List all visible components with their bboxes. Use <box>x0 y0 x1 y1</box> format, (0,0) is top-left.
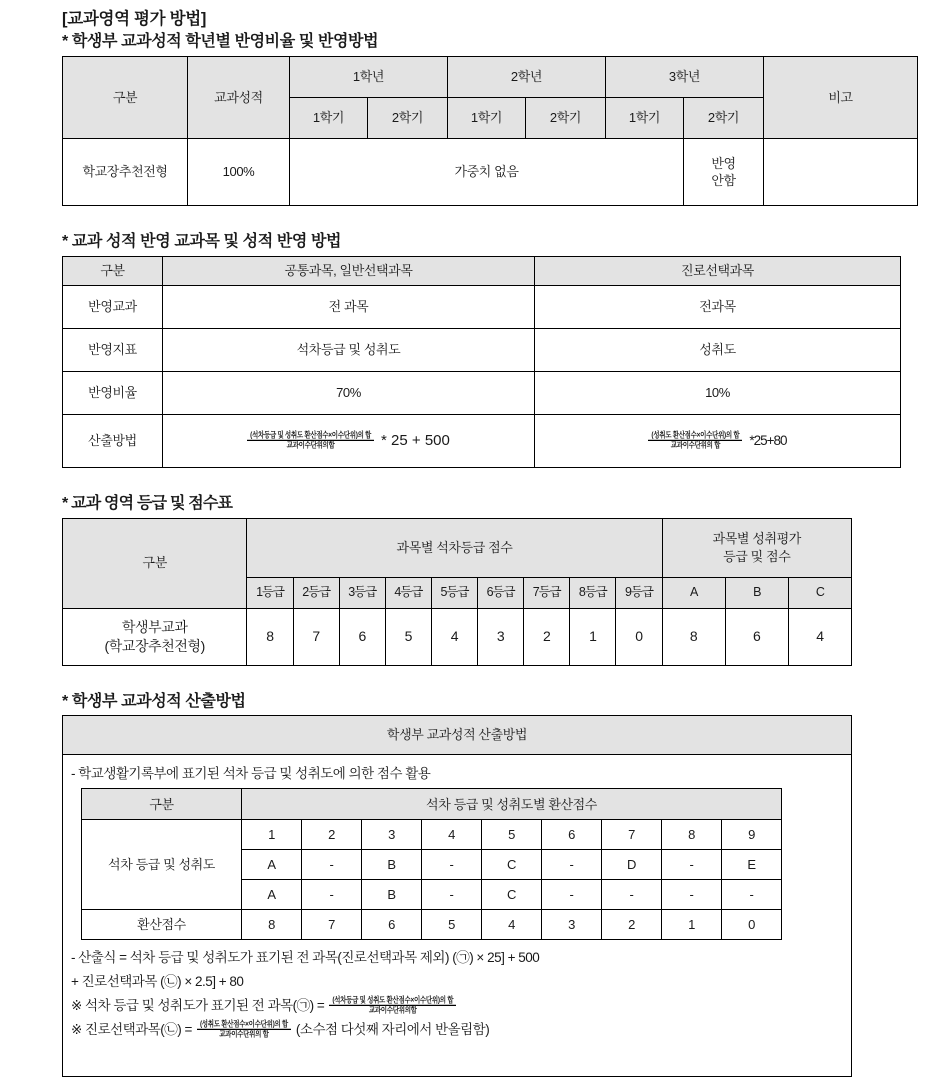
t4-row2-value-3: - <box>422 850 482 880</box>
t4-row1-value-3: 4 <box>422 820 482 850</box>
t4-banner: 학생부 교과성적 산출방법 <box>63 716 851 755</box>
t3-header-gubun: 구분 <box>63 518 247 608</box>
t2-header-common: 공통과목, 일반선택과목 <box>163 256 535 285</box>
t3-rank-col-5: 6등급 <box>477 577 523 608</box>
t4-row3-value-2: B <box>362 880 422 910</box>
t3-header-ach-line1: 과목별 성취평가 <box>712 531 801 547</box>
t4-row3-value-7: - <box>662 880 722 910</box>
t4-row2-value-5: - <box>542 850 602 880</box>
t4-row4-value-3: 5 <box>422 910 482 940</box>
t4-row1-value-4: 5 <box>482 820 542 850</box>
note-line-4 <box>71 1018 851 1042</box>
t2-row0-label: 반영교과 <box>63 285 163 328</box>
t1-header-g3-sem2: 2학기 <box>684 98 764 139</box>
t3-row-label-line1: 학생부교과 <box>121 618 188 635</box>
t3-rank-col-8: 9등급 <box>616 577 662 608</box>
subject-reflection-table <box>62 256 901 468</box>
t4-row1-value-5: 6 <box>542 820 602 850</box>
fraction-numerator: (석차등급 및 성취도 환산점수×이수단위)의 합 <box>250 430 372 440</box>
t3-rank-col-2: 3등급 <box>339 577 385 608</box>
t1-header-g2-sem1: 1학기 <box>448 98 526 139</box>
t3-rank-value-5: 3 <box>477 608 523 665</box>
t4-row2-value-8: E <box>722 850 782 880</box>
t2-row1-label: 반영지표 <box>63 328 163 371</box>
t4-row3-value-3: - <box>422 880 482 910</box>
table-row <box>63 139 918 206</box>
t2-row0-career: 전과목 <box>535 285 901 328</box>
t4-row1-value-2: 3 <box>362 820 422 850</box>
t1-cell-g3sem2 <box>684 139 764 206</box>
t4-row2-value-7: - <box>662 850 722 880</box>
grade-score-table <box>62 518 852 666</box>
t4-row3-value-8: - <box>722 880 782 910</box>
t2-header-career: 진로선택과목 <box>535 256 901 285</box>
conversion-score-table <box>81 788 782 940</box>
t3-rank-value-2: 6 <box>339 608 385 665</box>
fraction-numerator: (성취도 환산점수×이수단위)의 합 <box>651 430 740 440</box>
t2-row1-common: 석차등급 및 성취도 <box>163 328 535 371</box>
t3-row-label <box>63 608 247 665</box>
table-row <box>63 414 901 467</box>
fraction-numerator: (석차등급 및 성취도 환산점수×이수단위)의 합 <box>332 996 454 1006</box>
t3-header-ach-line2: 등급 및 점수 <box>723 548 791 564</box>
table-row <box>82 910 782 940</box>
t1-cell-g3sem2-line2: 안함 <box>711 173 736 189</box>
t3-ach-value-2: 4 <box>788 608 851 665</box>
t1-header-grade1: 1학년 <box>290 57 448 98</box>
t3-rank-value-7: 1 <box>570 608 616 665</box>
t3-rank-col-3: 4등급 <box>385 577 431 608</box>
t1-cell-ratio: 100% <box>188 139 290 206</box>
t2-row2-label: 반영비율 <box>63 371 163 414</box>
document-title: [교과영역 평가 방법] <box>62 10 207 28</box>
fraction-common <box>247 431 374 451</box>
t1-header-grade3: 3학년 <box>606 57 764 98</box>
note-line-2: + 진로선택과목 (㉡) × 2.5] + 80 <box>71 973 244 989</box>
section4-heading: * 학생부 교과성적 산출방법 <box>62 692 246 710</box>
calculation-notes <box>63 940 851 1076</box>
notes-bottom-spacer <box>71 1042 851 1076</box>
t3-rank-value-6: 2 <box>524 608 570 665</box>
t3-header-ach-group <box>662 518 851 577</box>
t4-row1-value-7: 8 <box>662 820 722 850</box>
t3-ach-col-1: B <box>725 577 788 608</box>
t4-row2-value-0: A <box>242 850 302 880</box>
table-row <box>63 328 901 371</box>
t4-row3-value-1: - <box>302 880 362 910</box>
t1-cell-g3sem2-line1: 반영 <box>711 155 736 171</box>
t3-ach-value-0: 8 <box>662 608 725 665</box>
t2-row2-career: 10% <box>535 371 901 414</box>
table-row <box>82 820 782 850</box>
t4-row4-value-7: 1 <box>662 910 722 940</box>
t2-row0-common: 전 과목 <box>163 285 535 328</box>
t4-row4-value-0: 8 <box>242 910 302 940</box>
fraction-denominator: 교과이수단위의 합 <box>197 1030 291 1041</box>
t3-ach-col-0: A <box>662 577 725 608</box>
t4-row4-value-4: 4 <box>482 910 542 940</box>
t4-row4-value-2: 6 <box>362 910 422 940</box>
t1-cell-weight: 가중치 없음 <box>290 139 684 206</box>
fraction-denominator: 교과이수단위의 합 <box>648 440 742 451</box>
formula-tail-common: * 25 + 500 <box>381 431 450 449</box>
t1-cell-type: 학교장추천전형 <box>63 139 188 206</box>
t1-header-grade2: 2학년 <box>448 57 606 98</box>
t4-row1-value-6: 7 <box>602 820 662 850</box>
fraction-numerator: (성취도 환산점수×이수단위)의 합 <box>199 1020 288 1030</box>
t1-header-g2-sem2: 2학기 <box>526 98 606 139</box>
section2-heading: * 교과 성적 반영 교과목 및 성적 반영 방법 <box>62 233 342 251</box>
t2-formula-career <box>535 414 901 467</box>
t1-header-gyogwa: 교과성적 <box>188 57 290 139</box>
t3-rank-value-3: 5 <box>385 608 431 665</box>
t3-ach-value-1: 6 <box>725 608 788 665</box>
t4-bullet: - 학교생활기록부에 표기된 석차 등급 및 성취도에 의한 점수 활용 <box>71 766 431 782</box>
t2-row1-career: 성취도 <box>535 328 901 371</box>
t4-row2-value-6: D <box>602 850 662 880</box>
t4-row1-value-0: 1 <box>242 820 302 850</box>
t1-header-gubun: 구분 <box>63 57 188 139</box>
t2-header-gubun: 구분 <box>63 256 163 285</box>
t3-rank-value-1: 7 <box>293 608 339 665</box>
t3-rank-col-4: 5등급 <box>431 577 477 608</box>
grade-year-ratio-table <box>62 56 918 206</box>
t4-row3-value-0: A <box>242 880 302 910</box>
fraction-denominator: 교과이수단위의합 <box>329 1006 456 1017</box>
t3-rank-col-6: 7등급 <box>524 577 570 608</box>
t3-rank-value-8: 0 <box>616 608 662 665</box>
t2-row2-common: 70% <box>163 371 535 414</box>
table-row <box>63 608 852 665</box>
note-line-4-suffix: (소수점 다섯째 자리에서 반올림함) <box>295 1021 490 1037</box>
section3-heading: * 교과 영역 등급 및 점수표 <box>62 494 233 512</box>
fraction-denominator: 교과이수단위의합 <box>247 440 374 451</box>
fraction-career <box>648 431 742 451</box>
t4-row4-value-1: 7 <box>302 910 362 940</box>
t3-rank-value-0: 8 <box>247 608 293 665</box>
t2-formula-common <box>163 414 535 467</box>
t4-header-gubun: 구분 <box>82 789 242 820</box>
t4-row1-value-1: 2 <box>302 820 362 850</box>
t3-rank-col-1: 2등급 <box>293 577 339 608</box>
t4-row4-value-5: 3 <box>542 910 602 940</box>
t4-row3-value-4: C <box>482 880 542 910</box>
calculation-method-box <box>62 715 852 1077</box>
t1-header-g1-sem2: 2학기 <box>368 98 448 139</box>
t3-rank-col-7: 8등급 <box>570 577 616 608</box>
t4-row4-value-6: 2 <box>602 910 662 940</box>
t4-row1-value-8: 9 <box>722 820 782 850</box>
note-line-4-prefix: ※ 진로선택과목(㉡) = <box>71 1021 192 1037</box>
t2-formula-label: 산출방법 <box>63 414 163 467</box>
t4-row3-value-5: - <box>542 880 602 910</box>
t3-row-label-line2: (학교장추천전형) <box>104 637 205 654</box>
table-row <box>63 285 901 328</box>
table-row <box>63 371 901 414</box>
t4-row2-value-1: - <box>302 850 362 880</box>
t1-header-g3-sem1: 1학기 <box>606 98 684 139</box>
formula-tail-career: *25+80 <box>749 432 787 448</box>
t1-header-bigo: 비고 <box>764 57 918 139</box>
t4-row1-label: 석차 등급 및 성취도 <box>82 820 242 910</box>
note-line-3-prefix: ※ 석차 등급 및 성취도가 표기된 전 과목(㉠) = <box>71 997 325 1013</box>
note-line-1: - 산출식 = 석차 등급 및 성취도가 표기된 전 과목(진로선택과목 제외) (㉠) × 25] + 500 <box>71 949 540 965</box>
t3-rank-value-4: 4 <box>431 608 477 665</box>
t4-row2-value-2: B <box>362 850 422 880</box>
t3-header-rank-group: 과목별 석차등급 점수 <box>247 518 662 577</box>
t4-row4-label: 환산점수 <box>82 910 242 940</box>
t3-rank-col-0: 1등급 <box>247 577 293 608</box>
t1-cell-bigo <box>764 139 918 206</box>
fraction-note-4 <box>197 1020 291 1040</box>
fraction-note-3 <box>329 996 456 1016</box>
t4-row3-value-6: - <box>602 880 662 910</box>
t4-header-conv: 석차 등급 및 성취도별 환산점수 <box>242 789 782 820</box>
t4-row4-value-8: 0 <box>722 910 782 940</box>
t1-header-g1-sem1: 1학기 <box>290 98 368 139</box>
t4-row2-value-4: C <box>482 850 542 880</box>
section1-heading: * 학생부 교과성적 학년별 반영비율 및 반영방법 <box>62 33 379 51</box>
t3-ach-col-2: C <box>788 577 851 608</box>
note-line-3 <box>71 994 851 1018</box>
